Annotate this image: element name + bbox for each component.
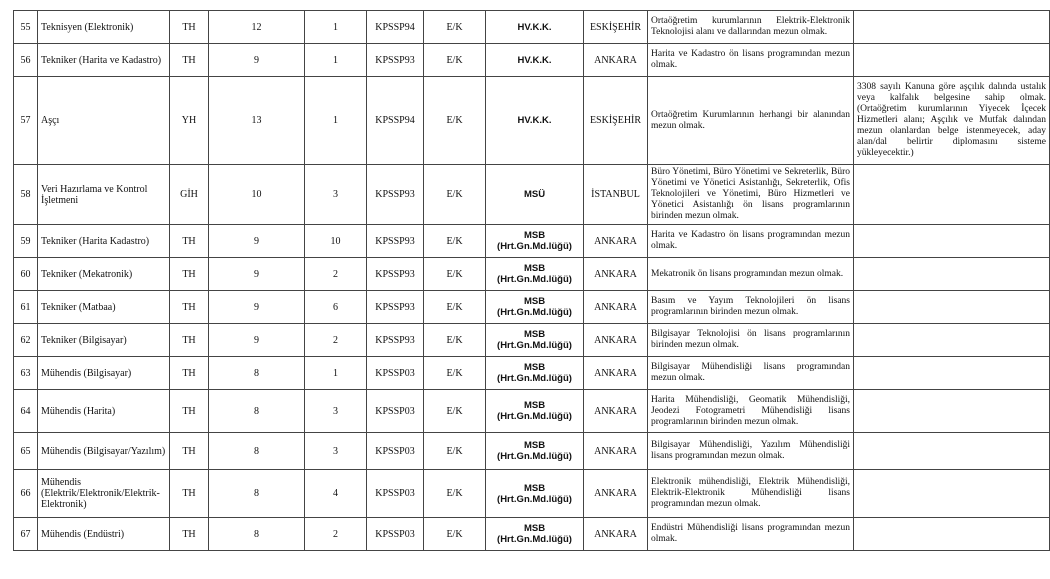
service-class-cell: TH bbox=[170, 470, 209, 518]
degree-cell: 9 bbox=[209, 44, 305, 77]
row-number-cell: 62 bbox=[14, 324, 38, 357]
institution-cell: MSB (Hrt.Gn.Md.lüğü) bbox=[486, 470, 584, 518]
table-body bbox=[14, 11, 1050, 551]
gender-cell: E/K bbox=[424, 357, 486, 390]
city-cell: ANKARA bbox=[584, 357, 648, 390]
position-title-cell: Teknisyen (Elektronik) bbox=[38, 11, 170, 44]
notes-cell bbox=[854, 165, 1050, 225]
row-number-cell: 64 bbox=[14, 390, 38, 433]
table-row bbox=[14, 291, 1050, 324]
city-cell: ANKARA bbox=[584, 470, 648, 518]
qualification-cell: Elektronik mühendisliği, Elektrik Mühendisliği, Elektrik-Elektronik Mühendisliği lisans programından mezun olmak. bbox=[648, 470, 854, 518]
position-title-cell: Tekniker (Bilgisayar) bbox=[38, 324, 170, 357]
service-class-cell: TH bbox=[170, 357, 209, 390]
position-title-cell: Mühendis (Endüstri) bbox=[38, 518, 170, 551]
degree-cell: 9 bbox=[209, 225, 305, 258]
qualification-cell: Büro Yönetimi, Büro Yönetimi ve Sekreterlik, Büro Yönetimi ve Yönetici Asistanlığı, Sekreterlik, Ofis Teknolojileri ve Yönetimi, Büro Hizmetleri ve Yönetici Asistanlığı ön lisans programlarının birinden mezun olmak. bbox=[648, 165, 854, 225]
notes-cell bbox=[854, 291, 1050, 324]
gender-cell: E/K bbox=[424, 77, 486, 165]
notes-cell bbox=[854, 258, 1050, 291]
table-row bbox=[14, 390, 1050, 433]
gender-cell: E/K bbox=[424, 324, 486, 357]
city-cell: ANKARA bbox=[584, 258, 648, 291]
table-row bbox=[14, 11, 1050, 44]
degree-cell: 8 bbox=[209, 357, 305, 390]
row-number-cell: 57 bbox=[14, 77, 38, 165]
kpss-score-type-cell: KPSSP93 bbox=[367, 258, 424, 291]
positions-table bbox=[13, 10, 1050, 551]
degree-cell: 9 bbox=[209, 324, 305, 357]
gender-cell: E/K bbox=[424, 433, 486, 470]
service-class-cell: TH bbox=[170, 518, 209, 551]
notes-cell bbox=[854, 390, 1050, 433]
qualification-cell: Harita Mühendisliği, Geomatik Mühendisliği, Jeodezi Fotogrametri Mühendisliği lisans programlarının birinden mezun olmak. bbox=[648, 390, 854, 433]
gender-cell: E/K bbox=[424, 470, 486, 518]
kpss-score-type-cell: KPSSP03 bbox=[367, 433, 424, 470]
kpss-score-type-cell: KPSSP93 bbox=[367, 44, 424, 77]
service-class-cell: TH bbox=[170, 44, 209, 77]
kpss-score-type-cell: KPSSP03 bbox=[367, 390, 424, 433]
institution-cell: HV.K.K. bbox=[486, 44, 584, 77]
table-row bbox=[14, 165, 1050, 225]
table-row bbox=[14, 225, 1050, 258]
city-cell: ANKARA bbox=[584, 291, 648, 324]
city-cell: İSTANBUL bbox=[584, 165, 648, 225]
vacancy-count-cell: 2 bbox=[305, 324, 367, 357]
institution-cell: HV.K.K. bbox=[486, 77, 584, 165]
kpss-score-type-cell: KPSSP93 bbox=[367, 225, 424, 258]
city-cell: ANKARA bbox=[584, 225, 648, 258]
notes-cell bbox=[854, 324, 1050, 357]
position-title-cell: Tekniker (Harita Kadastro) bbox=[38, 225, 170, 258]
position-title-cell: Mühendis (Bilgisayar/Yazılım) bbox=[38, 433, 170, 470]
position-title-cell: Tekniker (Mekatronik) bbox=[38, 258, 170, 291]
gender-cell: E/K bbox=[424, 225, 486, 258]
city-cell: ANKARA bbox=[584, 44, 648, 77]
city-cell: ANKARA bbox=[584, 518, 648, 551]
institution-cell: MSB (Hrt.Gn.Md.lüğü) bbox=[486, 433, 584, 470]
degree-cell: 8 bbox=[209, 433, 305, 470]
table-row bbox=[14, 44, 1050, 77]
position-title-cell: Mühendis (Harita) bbox=[38, 390, 170, 433]
kpss-score-type-cell: KPSSP03 bbox=[367, 518, 424, 551]
degree-cell: 8 bbox=[209, 470, 305, 518]
service-class-cell: TH bbox=[170, 324, 209, 357]
position-title-cell: Mühendis (Elektrik/Elektronik/Elektrik-Elektronik) bbox=[38, 470, 170, 518]
kpss-score-type-cell: KPSSP03 bbox=[367, 357, 424, 390]
qualification-cell: Bilgisayar Mühendisliği lisans programından mezun olmak. bbox=[648, 357, 854, 390]
table-row bbox=[14, 324, 1050, 357]
vacancy-count-cell: 2 bbox=[305, 518, 367, 551]
qualification-cell: Bilgisayar Mühendisliği, Yazılım Mühendisliği lisans programından mezun olmak. bbox=[648, 433, 854, 470]
kpss-score-type-cell: KPSSP03 bbox=[367, 470, 424, 518]
table-row bbox=[14, 470, 1050, 518]
institution-cell: HV.K.K. bbox=[486, 11, 584, 44]
degree-cell: 13 bbox=[209, 77, 305, 165]
vacancy-count-cell: 3 bbox=[305, 433, 367, 470]
vacancy-count-cell: 3 bbox=[305, 390, 367, 433]
gender-cell: E/K bbox=[424, 291, 486, 324]
notes-cell: 3308 sayılı Kanuna göre aşçılık dalında ustalık veya kalfalık belgesine sahip olmak. (Ortaöğretim kurumlarının Yiyecek İçecek Hizmetleri alanı; Aşçılık ve Mutfak dalından mezun olanlardan belge istenmeyecek, aday alan/dal belirtir diplomasını sisteme yükleyecektir.) bbox=[854, 77, 1050, 165]
institution-cell: MSB (Hrt.Gn.Md.lüğü) bbox=[486, 357, 584, 390]
institution-cell: MSÜ bbox=[486, 165, 584, 225]
vacancy-count-cell: 10 bbox=[305, 225, 367, 258]
city-cell: ANKARA bbox=[584, 390, 648, 433]
kpss-score-type-cell: KPSSP94 bbox=[367, 77, 424, 165]
qualification-cell: Endüstri Mühendisliği lisans programından mezun olmak. bbox=[648, 518, 854, 551]
notes-cell bbox=[854, 225, 1050, 258]
service-class-cell: TH bbox=[170, 390, 209, 433]
institution-cell: MSB (Hrt.Gn.Md.lüğü) bbox=[486, 324, 584, 357]
row-number-cell: 59 bbox=[14, 225, 38, 258]
qualification-cell: Ortaöğretim Kurumlarının herhangi bir alanından mezun olmak. bbox=[648, 77, 854, 165]
gender-cell: E/K bbox=[424, 44, 486, 77]
notes-cell bbox=[854, 357, 1050, 390]
notes-cell bbox=[854, 518, 1050, 551]
degree-cell: 8 bbox=[209, 518, 305, 551]
kpss-score-type-cell: KPSSP93 bbox=[367, 291, 424, 324]
institution-cell: MSB (Hrt.Gn.Md.lüğü) bbox=[486, 518, 584, 551]
vacancy-count-cell: 1 bbox=[305, 44, 367, 77]
row-number-cell: 60 bbox=[14, 258, 38, 291]
city-cell: ESKİŞEHİR bbox=[584, 11, 648, 44]
service-class-cell: GİH bbox=[170, 165, 209, 225]
row-number-cell: 66 bbox=[14, 470, 38, 518]
position-title-cell: Tekniker (Matbaa) bbox=[38, 291, 170, 324]
city-cell: ANKARA bbox=[584, 324, 648, 357]
gender-cell: E/K bbox=[424, 165, 486, 225]
city-cell: ESKİŞEHİR bbox=[584, 77, 648, 165]
vacancy-count-cell: 1 bbox=[305, 77, 367, 165]
degree-cell: 9 bbox=[209, 258, 305, 291]
institution-cell: MSB (Hrt.Gn.Md.lüğü) bbox=[486, 225, 584, 258]
gender-cell: E/K bbox=[424, 390, 486, 433]
service-class-cell: TH bbox=[170, 258, 209, 291]
notes-cell bbox=[854, 433, 1050, 470]
vacancy-count-cell: 6 bbox=[305, 291, 367, 324]
service-class-cell: TH bbox=[170, 225, 209, 258]
degree-cell: 8 bbox=[209, 390, 305, 433]
qualification-cell: Harita ve Kadastro ön lisans programından mezun olmak. bbox=[648, 225, 854, 258]
position-title-cell: Veri Hazırlama ve Kontrol İşletmeni bbox=[38, 165, 170, 225]
gender-cell: E/K bbox=[424, 518, 486, 551]
degree-cell: 10 bbox=[209, 165, 305, 225]
table-row bbox=[14, 433, 1050, 470]
vacancy-count-cell: 1 bbox=[305, 357, 367, 390]
institution-cell: MSB (Hrt.Gn.Md.lüğü) bbox=[486, 258, 584, 291]
institution-cell: MSB (Hrt.Gn.Md.lüğü) bbox=[486, 291, 584, 324]
table-row bbox=[14, 357, 1050, 390]
row-number-cell: 65 bbox=[14, 433, 38, 470]
notes-cell bbox=[854, 470, 1050, 518]
kpss-score-type-cell: KPSSP94 bbox=[367, 11, 424, 44]
qualification-cell: Ortaöğretim kurumlarının Elektrik-Elektronik Teknolojisi alanı ve dallarından mezun olmak. bbox=[648, 11, 854, 44]
institution-cell: MSB (Hrt.Gn.Md.lüğü) bbox=[486, 390, 584, 433]
row-number-cell: 63 bbox=[14, 357, 38, 390]
qualification-cell: Basım ve Yayım Teknolojileri ön lisans programlarının birinden mezun olmak. bbox=[648, 291, 854, 324]
qualification-cell: Mekatronik ön lisans programından mezun olmak. bbox=[648, 258, 854, 291]
row-number-cell: 56 bbox=[14, 44, 38, 77]
row-number-cell: 61 bbox=[14, 291, 38, 324]
row-number-cell: 58 bbox=[14, 165, 38, 225]
row-number-cell: 67 bbox=[14, 518, 38, 551]
city-cell: ANKARA bbox=[584, 433, 648, 470]
kpss-score-type-cell: KPSSP93 bbox=[367, 165, 424, 225]
qualification-cell: Bilgisayar Teknolojisi ön lisans programlarının birinden mezun olmak. bbox=[648, 324, 854, 357]
gender-cell: E/K bbox=[424, 11, 486, 44]
row-number-cell: 55 bbox=[14, 11, 38, 44]
vacancy-count-cell: 1 bbox=[305, 11, 367, 44]
notes-cell bbox=[854, 44, 1050, 77]
notes-cell bbox=[854, 11, 1050, 44]
service-class-cell: TH bbox=[170, 11, 209, 44]
service-class-cell: TH bbox=[170, 433, 209, 470]
gender-cell: E/K bbox=[424, 258, 486, 291]
vacancy-count-cell: 3 bbox=[305, 165, 367, 225]
table-row bbox=[14, 258, 1050, 291]
vacancy-count-cell: 2 bbox=[305, 258, 367, 291]
vacancy-count-cell: 4 bbox=[305, 470, 367, 518]
position-title-cell: Mühendis (Bilgisayar) bbox=[38, 357, 170, 390]
kpss-score-type-cell: KPSSP93 bbox=[367, 324, 424, 357]
service-class-cell: TH bbox=[170, 291, 209, 324]
qualification-cell: Harita ve Kadastro ön lisans programından mezun olmak. bbox=[648, 44, 854, 77]
table-row bbox=[14, 518, 1050, 551]
table-row bbox=[14, 77, 1050, 165]
position-title-cell: Tekniker (Harita ve Kadastro) bbox=[38, 44, 170, 77]
position-title-cell: Aşçı bbox=[38, 77, 170, 165]
service-class-cell: YH bbox=[170, 77, 209, 165]
degree-cell: 12 bbox=[209, 11, 305, 44]
degree-cell: 9 bbox=[209, 291, 305, 324]
